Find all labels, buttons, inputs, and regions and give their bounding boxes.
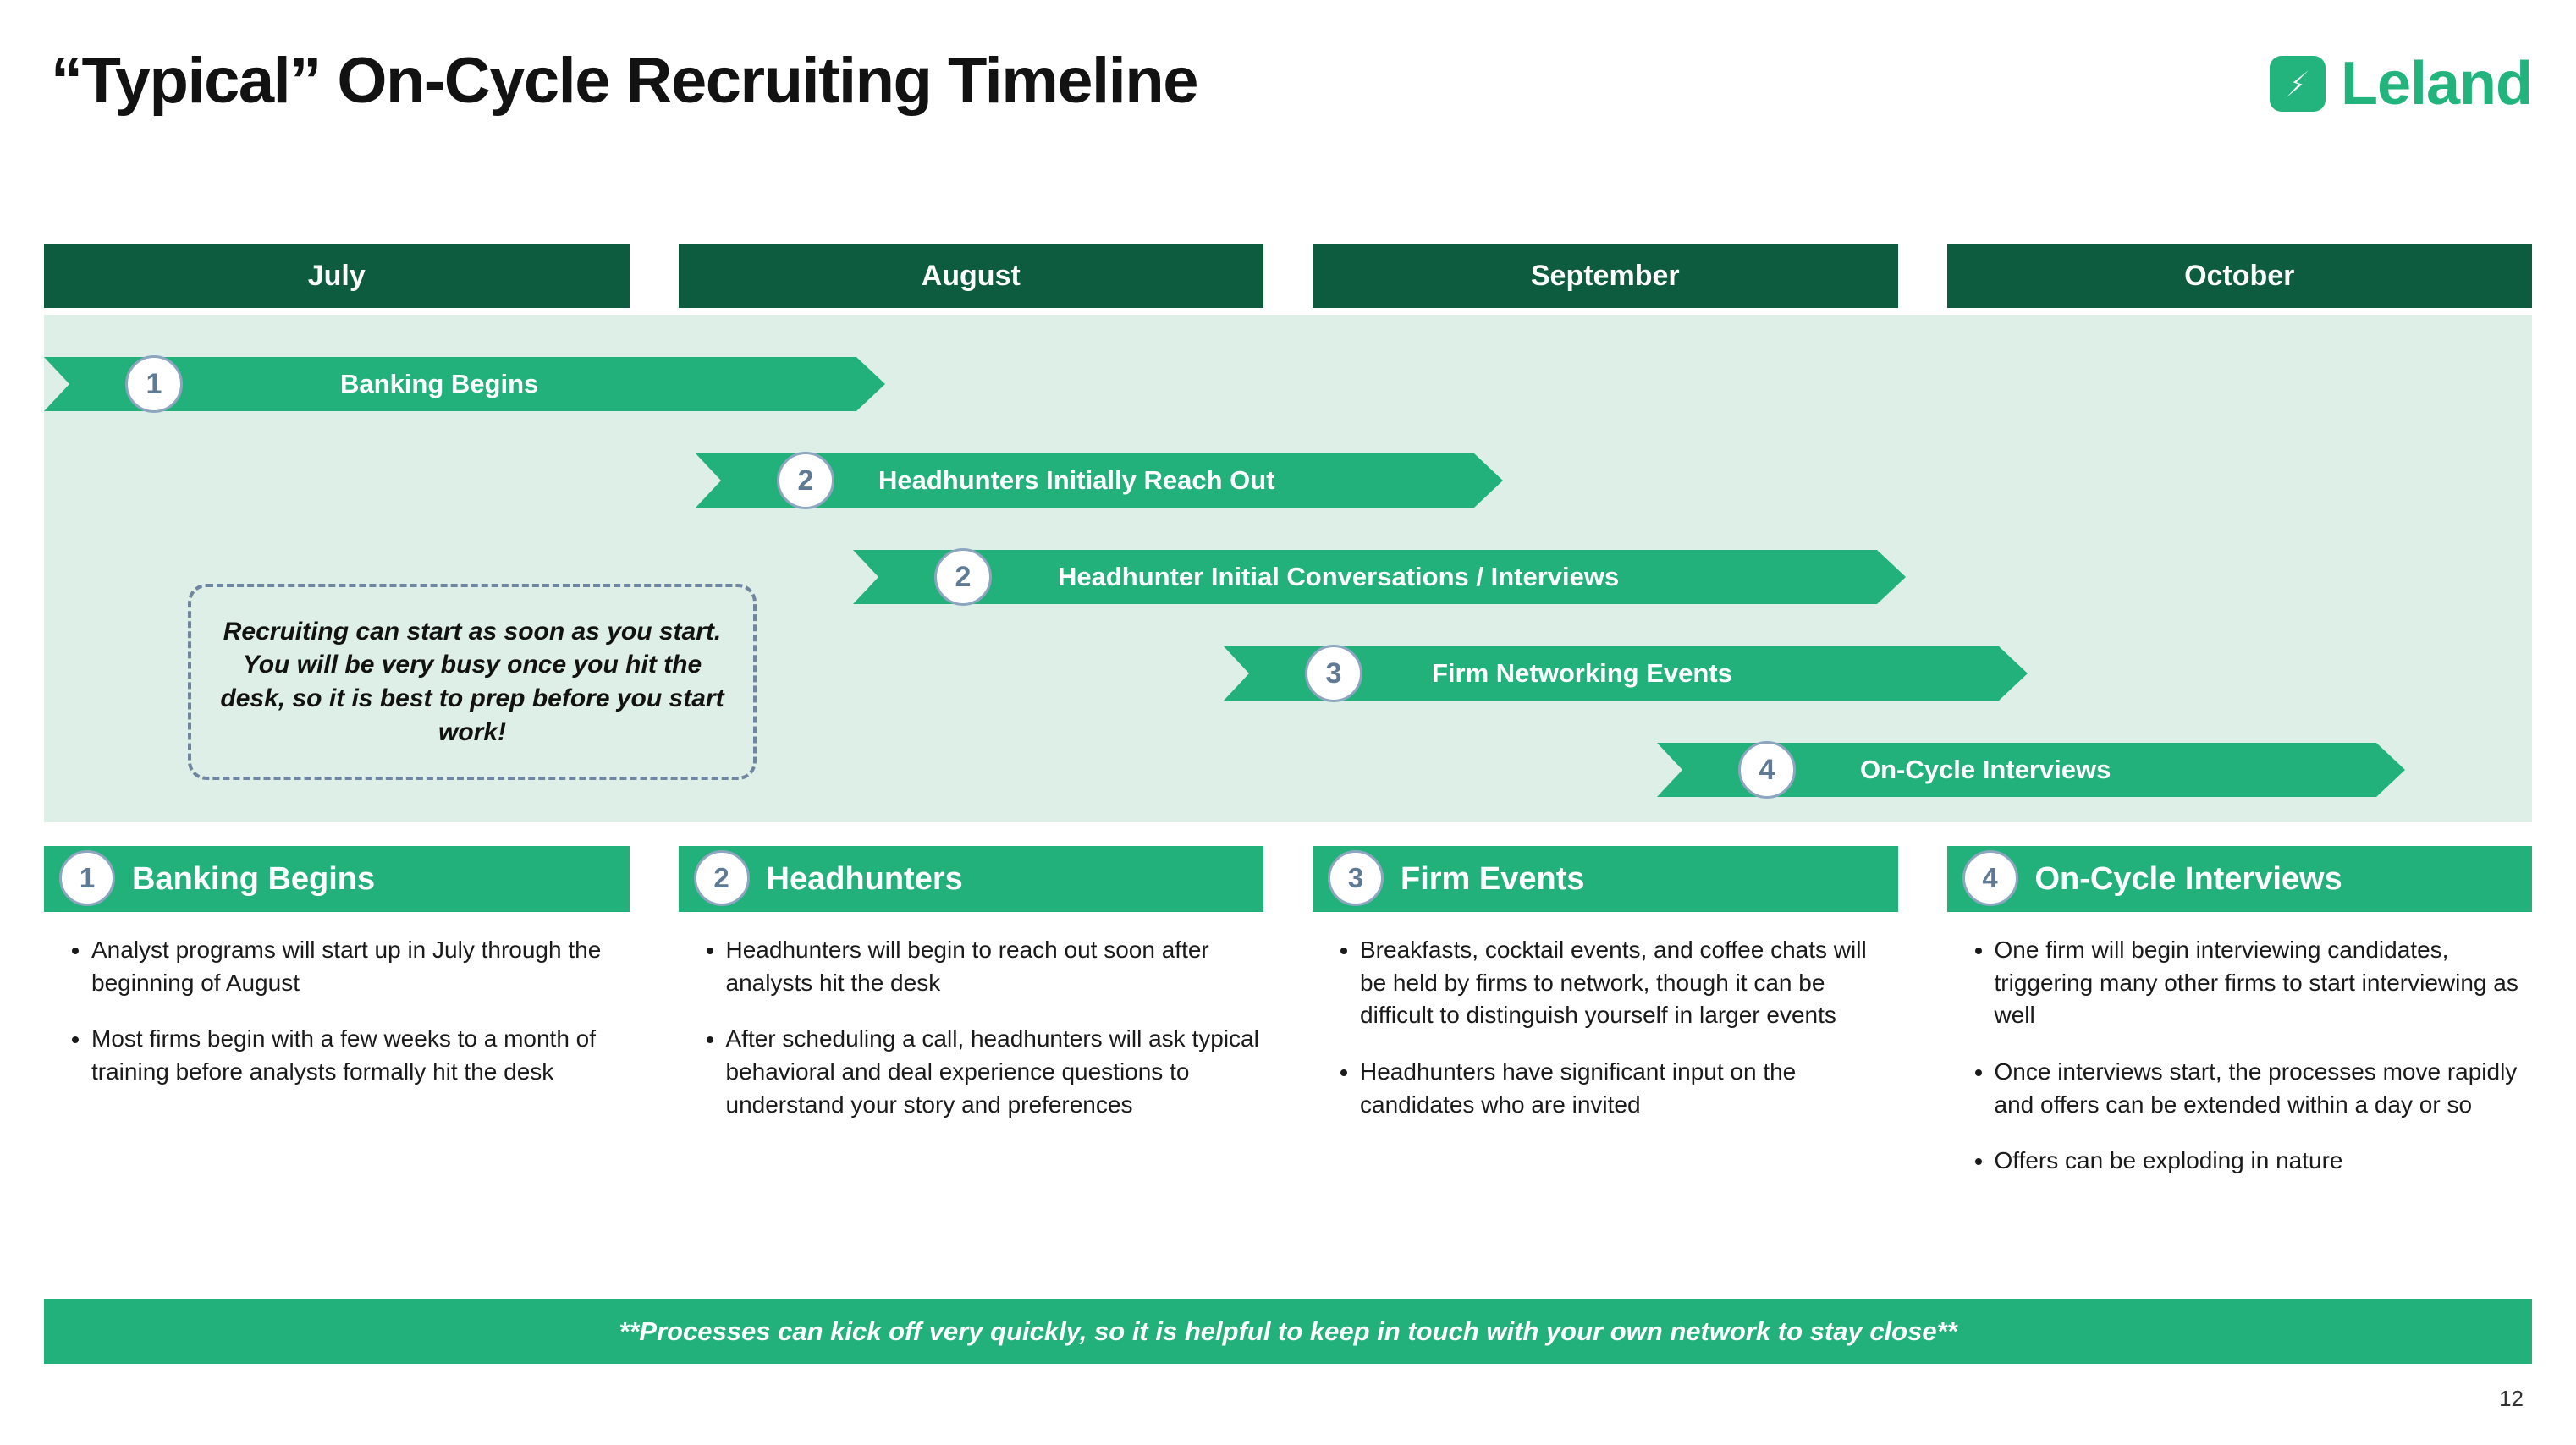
timeline-bar-label-1: Banking Begins	[340, 369, 539, 398]
detail-column-firm-events	[1313, 846, 1898, 1201]
timeline-step-circle-3: 3	[1305, 645, 1362, 702]
detail-header-2	[679, 846, 1264, 912]
timeline-bar-banking-begins	[69, 357, 856, 411]
footer-banner: **Processes can kick off very quickly, so it is helpful to keep in touch with your own network to stay close**	[44, 1299, 2532, 1364]
detail-column-on-cycle-interviews	[1947, 846, 2533, 1201]
detail-step-circle-4: 4	[1962, 850, 2018, 906]
detail-header-4	[1947, 846, 2533, 912]
timeline-step-circle-4: 4	[1738, 741, 1796, 799]
timeline-bar-headhunter-conversations	[878, 550, 1877, 604]
page-number: 12	[2499, 1386, 2524, 1411]
timeline-bar-label-4: Firm Networking Events	[1432, 658, 1732, 688]
month-header-august: August	[679, 244, 1264, 308]
timeline-step-circle-2b: 2	[934, 548, 992, 606]
month-header-july: July	[44, 244, 630, 308]
page-title: “Typical” On-Cycle Recruiting Timeline	[51, 45, 1197, 117]
timeline-bar-label-5: On-Cycle Interviews	[1860, 755, 2111, 784]
detail-body-2	[679, 934, 1264, 1121]
detail-body-3	[1313, 934, 1898, 1121]
bar-tail-icon	[696, 453, 721, 508]
callout-note: Recruiting can start as soon as you start. You will be very busy once you hit the desk, so it is best to prep before you start work!	[188, 584, 757, 780]
detail-columns	[44, 846, 2532, 1201]
bar-arrow-icon	[1877, 550, 1906, 604]
month-header-row	[44, 244, 2532, 308]
detail-column-headhunters	[679, 846, 1264, 1201]
list-item: • Once interviews start, the processes move rapidly and offers can be extended within a day or so	[1995, 1056, 2533, 1121]
detail-step-circle-3: 3	[1328, 850, 1384, 906]
list-item: • Offers can be exploding in nature	[1995, 1145, 2533, 1178]
detail-title-4: On-Cycle Interviews	[2034, 860, 2342, 897]
bar-arrow-icon	[2376, 743, 2405, 797]
detail-body-4	[1947, 934, 2533, 1178]
timeline-bar-label-3: Headhunter Initial Conversations / Interviews	[1058, 562, 1620, 591]
month-header-september: September	[1313, 244, 1898, 308]
detail-header-1	[44, 846, 630, 912]
detail-title-2: Headhunters	[766, 860, 963, 897]
bar-tail-icon	[853, 550, 878, 604]
bar-arrow-icon	[1999, 646, 2028, 701]
list-item: • After scheduling a call, headhunters will ask typical behavioral and deal experience questions to understand your story and preferences	[726, 1023, 1264, 1121]
bar-tail-icon	[1657, 743, 1682, 797]
bar-tail-icon	[44, 357, 69, 411]
list-item: • Analyst programs will start up in July through the beginning of August	[91, 934, 630, 999]
detail-title-3: Firm Events	[1401, 860, 1585, 897]
list-item: • Most firms begin with a few weeks to a month of training before analysts formally hit the desk	[91, 1023, 630, 1088]
leland-logo-icon	[2270, 56, 2326, 112]
detail-title-1: Banking Begins	[132, 860, 376, 897]
bar-arrow-icon	[856, 357, 885, 411]
detail-step-circle-1: 1	[59, 850, 115, 906]
slide-header	[0, 0, 2576, 203]
list-item: • Headhunters have significant input on the candidates who are invited	[1360, 1056, 1898, 1121]
list-item: • Breakfasts, cocktail events, and coffee chats will be held by firms to network, though it can be difficult to distinguish yourself in larger events	[1360, 934, 1898, 1032]
timeline-step-circle-1: 1	[125, 355, 183, 413]
bar-tail-icon	[1224, 646, 1249, 701]
timeline-bar-label-2: Headhunters Initially Reach Out	[878, 465, 1275, 495]
brand-name: Leland	[2340, 50, 2532, 118]
timeline-step-circle-2a: 2	[777, 452, 834, 509]
month-header-october: October	[1947, 244, 2533, 308]
detail-body-1	[44, 934, 630, 1089]
detail-column-banking-begins	[44, 846, 630, 1201]
bar-arrow-icon	[1474, 453, 1503, 508]
brand-logo	[2270, 49, 2532, 118]
list-item: • One firm will begin interviewing candidates, triggering many other firms to start interviewing as well	[1995, 934, 2533, 1032]
list-item: • Headhunters will begin to reach out soon after analysts hit the desk	[726, 934, 1264, 999]
detail-header-3	[1313, 846, 1898, 912]
detail-step-circle-2: 2	[694, 850, 750, 906]
